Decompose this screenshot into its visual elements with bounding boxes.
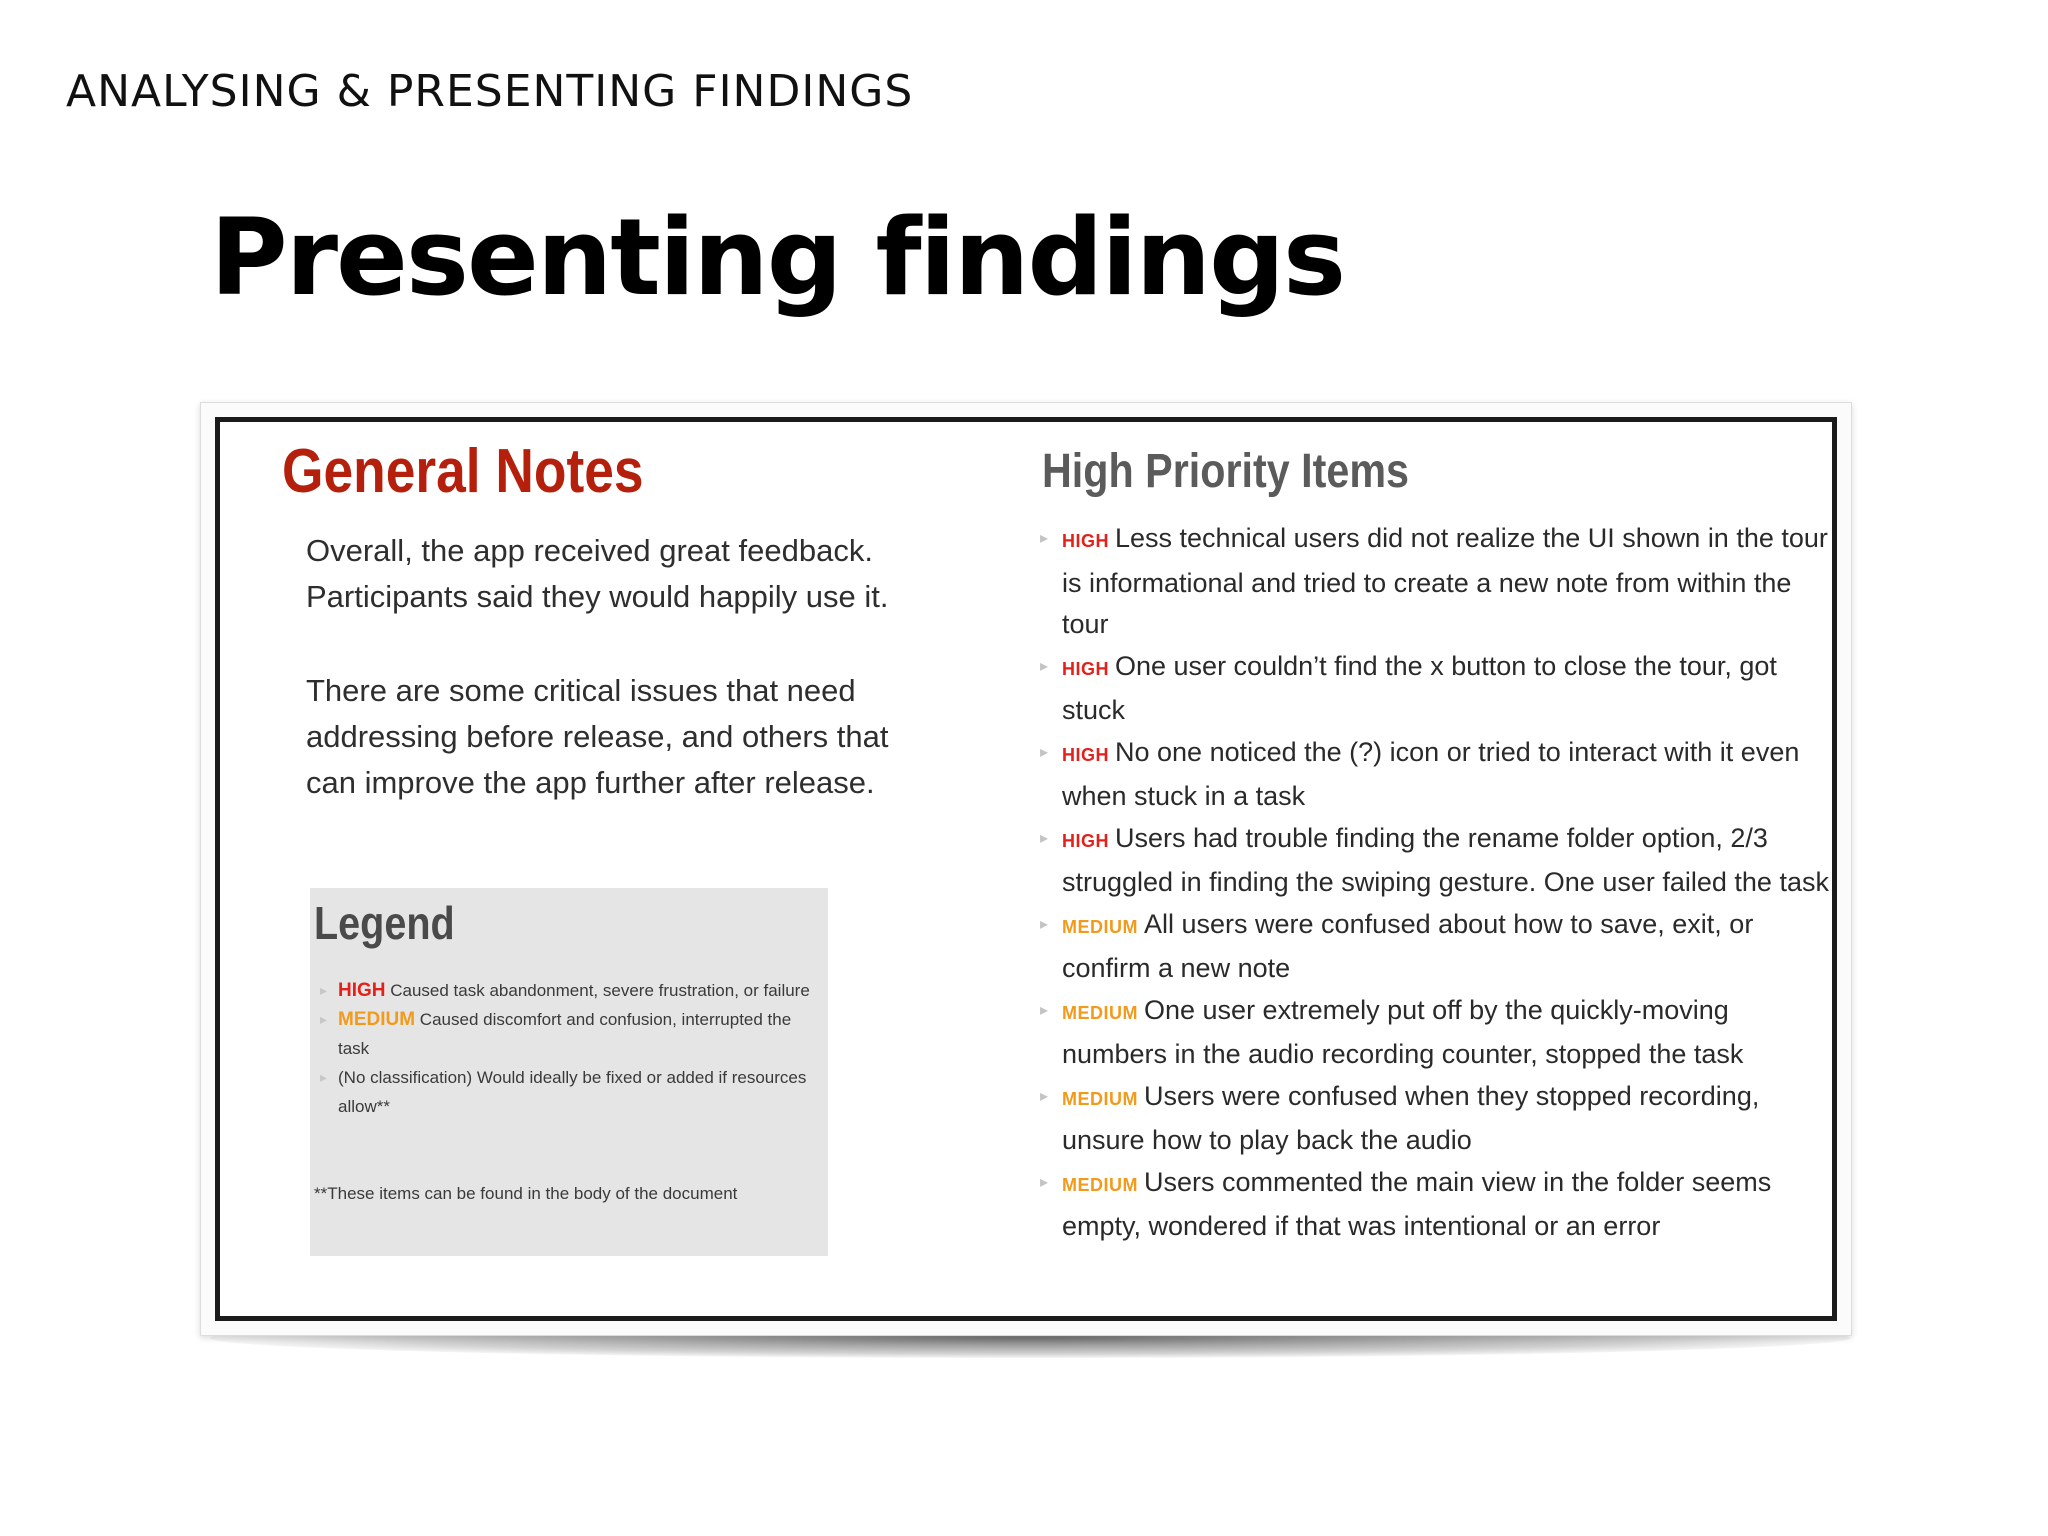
general-notes-paragraph: Overall, the app received great feedback. Participants said they would happily use it. bbox=[306, 533, 889, 614]
bullet-icon: ▸ bbox=[1040, 743, 1049, 761]
priority-tag-medium: MEDIUM bbox=[1062, 1088, 1138, 1109]
high-priority-item bbox=[1040, 732, 1837, 818]
high-priority-item-text: Users were confused when they stopped recording, unsure how to play back the audio bbox=[1062, 1080, 1760, 1155]
high-priority-item-text: All users were confused about how to save, exit, or confirm a new note bbox=[1062, 908, 1754, 983]
high-priority-item-text: Users commented the main view in the folder seems empty, wondered if that was intentional or an error bbox=[1062, 1166, 1772, 1241]
bullet-icon: ▸ bbox=[1040, 1001, 1049, 1019]
bullet-icon: ▸ bbox=[1040, 829, 1049, 847]
screenshot-content bbox=[215, 417, 1837, 1321]
bullet-icon: ▸ bbox=[1040, 1173, 1049, 1191]
legend-title: Legend bbox=[314, 897, 455, 949]
bullet-icon: ▸ bbox=[320, 1011, 328, 1027]
priority-tag-medium: MEDIUM bbox=[1062, 916, 1138, 937]
priority-tag-medium: MEDIUM bbox=[338, 1009, 416, 1030]
legend-item bbox=[318, 1005, 818, 1063]
legend-item-text: (No classification) Would ideally be fixed or added if resources allow** bbox=[338, 1068, 807, 1116]
high-priority-item-text: Users had trouble finding the rename folder option, 2/3 struggled in finding the swiping gesture. One user failed the task bbox=[1062, 822, 1829, 897]
screenshot-frame bbox=[200, 402, 1852, 1336]
bullet-icon: ▸ bbox=[320, 982, 328, 998]
priority-tag-high: HIGH bbox=[1062, 830, 1109, 851]
legend-item-text: Caused task abandonment, severe frustration, or failure bbox=[390, 981, 810, 1000]
bullet-icon: ▸ bbox=[320, 1069, 328, 1085]
general-notes-paragraph: There are some critical issues that need addressing before release, and others that can improve the app further after release. bbox=[306, 673, 889, 800]
bullet-icon: ▸ bbox=[1040, 657, 1049, 675]
priority-tag-medium: MEDIUM bbox=[1062, 1174, 1138, 1195]
bullet-icon: ▸ bbox=[1040, 530, 1049, 547]
high-priority-item bbox=[1040, 1162, 1837, 1248]
section-label: ANALYSING & PRESENTING FINDINGS bbox=[66, 66, 914, 117]
bullet-icon: ▸ bbox=[1040, 1087, 1049, 1105]
high-priority-item bbox=[1040, 818, 1837, 904]
general-notes-title: General Notes bbox=[282, 437, 644, 506]
high-priority-item bbox=[1040, 990, 1837, 1076]
high-priority-title: High Priority Items bbox=[1042, 445, 1410, 498]
high-priority-item bbox=[1040, 518, 1837, 646]
priority-tag-high: HIGH bbox=[1062, 744, 1109, 765]
high-priority-list bbox=[1040, 518, 1837, 1248]
high-priority-item-text: Less technical users did not realize the UI shown in the tour is informational and tried to create a new note from within the tour bbox=[1062, 523, 1828, 639]
priority-tag-high: HIGH bbox=[1062, 531, 1109, 551]
legend-footnote: **These items can be found in the body of the document bbox=[314, 1184, 738, 1203]
high-priority-item bbox=[1040, 646, 1837, 732]
high-priority-item bbox=[1040, 904, 1837, 990]
high-priority-item-text: One user couldn’t find the x button to close the tour, got stuck bbox=[1062, 650, 1777, 725]
legend-list bbox=[318, 976, 818, 1121]
priority-tag-high: HIGH bbox=[1062, 658, 1109, 679]
slide-title: Presenting findings bbox=[210, 196, 1345, 319]
legend-item-text: Caused discomfort and confusion, interrupted the task bbox=[338, 1010, 792, 1058]
priority-tag-high: HIGH bbox=[338, 980, 386, 1001]
high-priority-item bbox=[1040, 1076, 1837, 1162]
high-priority-item-text: One user extremely put off by the quickly-moving numbers in the audio recording counter, stopped the task bbox=[1062, 994, 1744, 1069]
legend-box bbox=[310, 888, 828, 1256]
legend-item bbox=[318, 976, 818, 1005]
legend-item bbox=[318, 1063, 818, 1121]
bullet-icon: ▸ bbox=[1040, 915, 1049, 933]
high-priority-item-text: No one noticed the (?) icon or tried to interact with it even when stuck in a task bbox=[1062, 736, 1800, 811]
priority-tag-medium: MEDIUM bbox=[1062, 1002, 1138, 1023]
